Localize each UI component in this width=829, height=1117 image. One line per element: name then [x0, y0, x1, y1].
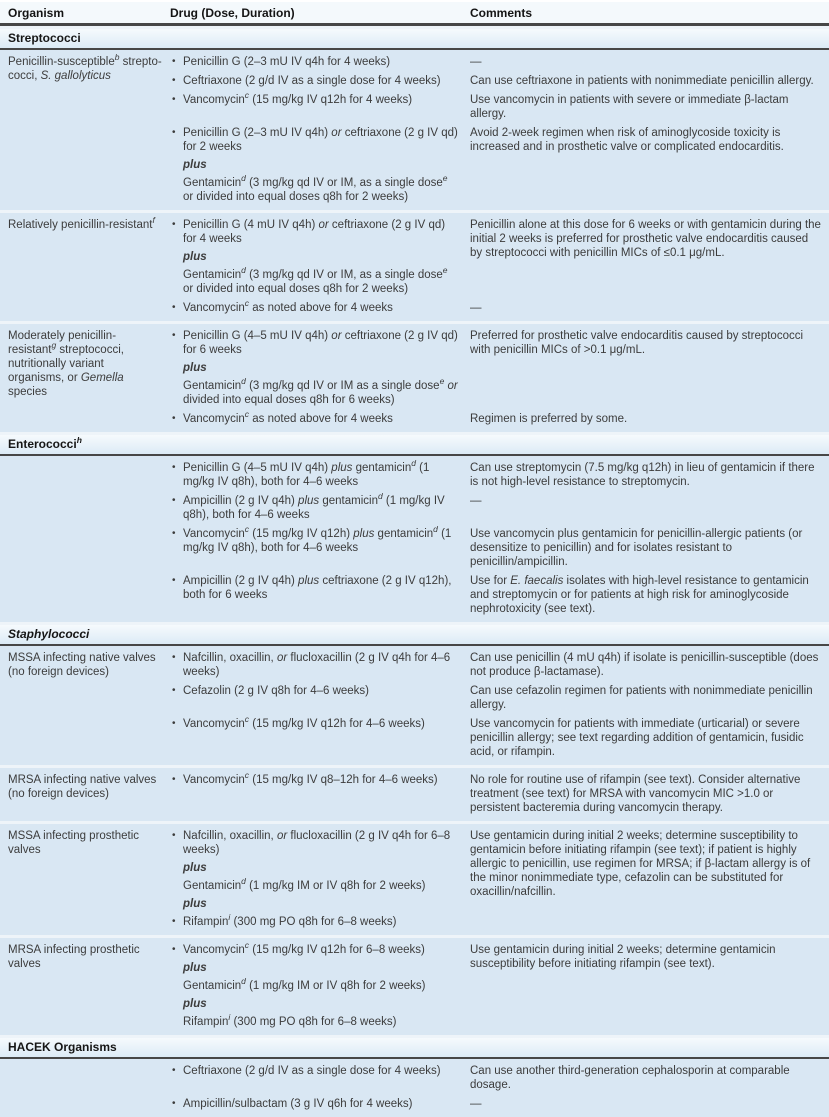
- table-row: [0, 1059, 829, 1117]
- entry-group: [170, 55, 821, 69]
- drug-stack: [170, 684, 470, 712]
- drug-cell: • Vancomycin$^c$ (15 mg/kg IV q12h for 4–6 weeks): [172, 714, 425, 730]
- footnote-superscript: i: [228, 912, 231, 923]
- entries-stack: [170, 770, 821, 820]
- section-header: Enterococci$^h$: [0, 435, 829, 456]
- bullet-icon: •: [172, 1065, 176, 1076]
- bullet-icon: •: [172, 575, 176, 586]
- comment-cell: Avoid 2-week regimen when risk of aminoglycoside toxicity is increased and in prosthetic valve or complicated endocarditis.: [470, 127, 784, 153]
- footnote-superscript: c: [244, 714, 250, 725]
- comment-cell: Can use ceftriaxone in patients with nonimmediate penicillin allergy.: [470, 75, 814, 87]
- organism-cell: Penicillin-susceptible$^b$ strepto-cocci, S. gallolyticus: [8, 52, 162, 82]
- drug-stack: [170, 74, 470, 88]
- drug-stack: [170, 55, 470, 69]
- bullet-icon: •: [172, 330, 176, 341]
- comment-cell: Use gentamicin during initial 2 weeks; determine gentamicin susceptibility before initiating rifampin (see text).: [470, 944, 776, 970]
- drug-cell: • Penicillin G (2–3 mU IV q4h for 4 weeks): [172, 56, 391, 68]
- bullet-icon: •: [172, 462, 176, 473]
- drug-stack: [170, 218, 470, 296]
- footnote-superscript: d: [411, 458, 416, 469]
- footnote-superscript: d: [241, 265, 246, 276]
- drug-cell: • Penicillin G (4–5 mU IV q4h) plus gentamicin$^d$ (1 mg/kg IV q8h), both for 4–6 weeks: [172, 458, 430, 488]
- footnote-superscript: d: [377, 491, 383, 502]
- bullet-icon: •: [172, 774, 176, 785]
- column-header-drug: Drug (Dose, Duration): [170, 6, 295, 20]
- footnote-superscript: c: [244, 770, 250, 781]
- comment-cell: Penicillin alone at this dose for 6 weeks or with gentamicin during the initial 2 weeks is preferred for prosthetic valve endocarditis caused by streptococci with penicillin MICs of ≤0.1 μg/mL.: [470, 219, 821, 259]
- drug-stack: [170, 409, 470, 426]
- footnote-superscript: d: [241, 976, 246, 987]
- comment-cell: Can use penicillin (4 mU q4h) if isolate is penicillin-susceptible (does not produce β-lactamase).: [470, 652, 819, 678]
- table-row: [0, 824, 829, 935]
- footnote-superscript: c: [244, 524, 250, 535]
- drug-cell: • Penicillin G (4–5 mU IV q4h) or ceftriaxone (2 g IV qd) for 6 weeks: [172, 330, 458, 356]
- table-header-row: [0, 0, 829, 26]
- bullet-icon: •: [172, 1098, 176, 1109]
- organism-cell: Moderately penicillin-resistant$^g$ streptococci, nutritionally variant organisms, or Gemella species: [8, 330, 124, 398]
- table-row: [0, 938, 829, 1035]
- drug-cell: • Nafcillin, oxacillin, or flucloxacillin (2 g IV q4h for 6–8 weeks): [172, 830, 451, 856]
- footnote-superscript: c: [244, 298, 250, 309]
- footnote-superscript: c: [244, 90, 250, 101]
- drug-cell: • Nafcillin, oxacillin, or flucloxacillin (2 g IV q4h for 4–6 weeks): [172, 652, 451, 678]
- drug-cell: plus: [183, 998, 207, 1010]
- drug-cell: Gentamicin$^d$ (3 mg/kg qd IV or IM, as a single dose$^e$ or divided into equal doses q8h for 2 weeks): [183, 173, 448, 203]
- drug-stack: [170, 651, 470, 679]
- organism-cell: Relatively penicillin-resistant$^f$: [8, 215, 155, 231]
- drug-cell: • Ampicillin (2 g IV q4h) plus gentamicin$^d$ (1 mg/kg IV q8h), both for 4–6 weeks: [172, 491, 445, 521]
- drug-stack: [170, 1064, 470, 1092]
- table-row: [0, 213, 829, 321]
- drug-cell: • Vancomycin$^c$ as noted above for 4 weeks: [172, 298, 393, 314]
- drug-stack: [170, 491, 470, 522]
- comment-cell: Regimen is preferred by some.: [470, 413, 628, 425]
- drug-stack: [170, 770, 470, 815]
- footnote-superscript: g: [51, 340, 57, 351]
- footnote-superscript: e: [439, 376, 445, 387]
- footnote-superscript: e: [442, 173, 448, 184]
- drug-cell: plus: [183, 862, 207, 874]
- drug-stack: [170, 90, 470, 121]
- comment-cell: —: [470, 495, 482, 507]
- drug-cell: plus: [183, 362, 207, 374]
- entries-stack: [170, 829, 821, 934]
- drug-cell: plus: [183, 962, 207, 974]
- drug-cell: Gentamicin$^d$ (3 mg/kg qd IV or IM, as a single dose$^e$ or divided into equal doses q8h for 2 weeks): [183, 265, 448, 295]
- entry-group: [170, 90, 821, 121]
- comment-cell: Use gentamicin during initial 2 weeks; determine susceptibility to gentamicin before initiating rifampin (see text); if patient is highly allergic to penicillin, use regimen for MRSA; if β-lactam allergy is of the minor nonimmediate type, cefazolin can be substituted for oxacillin/nafcillin.: [470, 830, 811, 898]
- entry-group: [170, 684, 821, 712]
- drug-stack: [170, 940, 470, 1029]
- entry-group: [170, 409, 821, 426]
- entry-group: [170, 1064, 821, 1092]
- drug-stack: [170, 298, 470, 315]
- comment-cell: —: [470, 1098, 482, 1110]
- footnote-superscript: d: [241, 173, 246, 184]
- footnote-superscript: h: [76, 435, 82, 445]
- organism-cell: [8, 461, 170, 621]
- organism-cell: MRSA infecting prosthetic valves: [8, 944, 140, 970]
- entry-group: [170, 1097, 821, 1111]
- bullet-icon: •: [172, 302, 176, 313]
- footnote-superscript: f: [152, 215, 155, 226]
- drug-cell: plus: [183, 898, 207, 910]
- bullet-icon: •: [172, 916, 176, 927]
- entry-group: [170, 651, 821, 679]
- bullet-icon: •: [172, 219, 176, 230]
- entries-stack: [170, 329, 821, 431]
- organism-cell: MSSA infecting prosthetic valves: [8, 830, 140, 856]
- drug-cell: plus: [183, 159, 207, 171]
- drug-cell: • Ceftriaxone (2 g/d IV as a single dose for 4 weeks): [172, 75, 441, 87]
- drug-cell: • Vancomycin$^c$ (15 mg/kg IV q12h for 6–8 weeks): [172, 940, 425, 956]
- bullet-icon: •: [172, 56, 176, 67]
- section-header: Staphylococci: [0, 625, 829, 646]
- entries-stack: [170, 1064, 821, 1116]
- footnote-superscript: b: [114, 52, 120, 63]
- entry-group: [170, 770, 821, 815]
- drug-cell: • Ampicillin (2 g IV q4h) plus ceftriaxone (2 g IV q12h), both for 6 weeks: [172, 575, 452, 601]
- comment-cell: Can use another third-generation cephalosporin at comparable dosage.: [470, 1065, 790, 1091]
- footnote-superscript: c: [244, 409, 250, 420]
- entry-group: [170, 458, 821, 489]
- footnote-superscript: i: [228, 1012, 231, 1023]
- drug-cell: • Cefazolin (2 g IV q8h for 4–6 weeks): [172, 685, 370, 697]
- drug-cell: Gentamicin$^d$ (3 mg/kg qd IV or IM as a single dose$^e$ or divided into equal doses q8h for 6 weeks): [183, 376, 458, 406]
- footnote-superscript: d: [241, 376, 246, 387]
- bullet-icon: •: [172, 127, 176, 138]
- drug-stack: [170, 458, 470, 489]
- drug-cell: Gentamicin$^d$ (1 mg/kg IM or IV q8h for 2 weeks): [183, 876, 426, 892]
- footnote-superscript: d: [433, 524, 438, 535]
- organism-cell: [8, 1064, 170, 1116]
- organism-cell: MSSA infecting native valves (no foreign devices): [8, 652, 156, 678]
- entry-group: [170, 74, 821, 88]
- comment-cell: Can use streptomycin (7.5 mg/kg q12h) in lieu of gentamicin if there is not high-level resistance to streptomycin.: [470, 462, 815, 488]
- drug-cell: • Penicillin G (2–3 mU IV q4h) or ceftriaxone (2 g IV qd) for 2 weeks: [172, 127, 458, 153]
- drug-cell: • Vancomycin$^c$ as noted above for 4 weeks: [172, 409, 393, 425]
- drug-cell: • Penicillin G (4 mU IV q4h) or ceftriaxone (2 g IV qd) for 4 weeks: [172, 219, 446, 245]
- drug-stack: [170, 829, 470, 929]
- drug-stack: [170, 524, 470, 569]
- drug-stack: [170, 329, 470, 407]
- drug-cell: • Ampicillin/sulbactam (3 g IV q6h for 4 weeks): [172, 1098, 413, 1110]
- drug-stack: [170, 1097, 470, 1111]
- table-row: [0, 50, 829, 210]
- bullet-icon: •: [172, 652, 176, 663]
- entry-group: [170, 491, 821, 522]
- comment-cell: —: [470, 56, 482, 68]
- bullet-icon: •: [172, 718, 176, 729]
- entries-stack: [170, 940, 821, 1034]
- entry-group: [170, 329, 821, 407]
- table-row: [0, 768, 829, 821]
- drug-stack: [170, 126, 470, 204]
- entry-group: [170, 574, 821, 616]
- drug-cell: • Vancomycin$^c$ (15 mg/kg IV q12h) plus gentamicin$^d$ (1 mg/kg IV q8h), both for 4–6 weeks: [172, 524, 452, 554]
- entry-group: [170, 218, 821, 296]
- comment-cell: Use vancomycin plus gentamicin for penicillin-allergic patients (or desensitize to penicillin) and for isolates resistant to penicillin/ampicillin.: [470, 528, 803, 568]
- comment-cell: Can use cefazolin regimen for patients with nonimmediate penicillin allergy.: [470, 685, 813, 711]
- entry-group: [170, 714, 821, 759]
- entry-group: [170, 298, 821, 315]
- entries-stack: [170, 218, 821, 320]
- bullet-icon: •: [172, 830, 176, 841]
- drug-cell: • Rifampin$^i$ (300 mg PO q8h for 6–8 weeks): [172, 912, 397, 928]
- entries-stack: [170, 458, 821, 621]
- column-header-organism: Organism: [8, 6, 65, 20]
- comment-cell: Use for E. faecalis isolates with high-level resistance to gentamicin and streptomycin or for patients at high risk for aminoglycoside nephrotoxicity (see text).: [470, 575, 809, 615]
- drug-cell: • Vancomycin$^c$ (15 mg/kg IV q8–12h for 4–6 weeks): [172, 770, 438, 786]
- drug-stack: [170, 714, 470, 759]
- comment-cell: Use vancomycin for patients with immediate (urticarial) or severe penicillin allergy; see text regarding addition of gentamicin, fusidic acid, or rifampin.: [470, 718, 804, 758]
- drug-cell: plus: [183, 251, 207, 263]
- footnote-superscript: d: [241, 876, 246, 887]
- section-header: HACEK Organisms: [0, 1038, 829, 1059]
- table-row: [0, 646, 829, 765]
- bullet-icon: •: [172, 944, 176, 955]
- entry-group: [170, 126, 821, 204]
- entry-group: [170, 829, 821, 929]
- footnote-superscript: e: [442, 265, 448, 276]
- section-header: Streptococci: [0, 29, 829, 50]
- entries-stack: [170, 55, 821, 209]
- entry-group: [170, 940, 821, 1029]
- drug-cell: • Vancomycin$^c$ (15 mg/kg IV q12h for 4 weeks): [172, 90, 413, 106]
- bullet-icon: •: [172, 94, 176, 105]
- comment-cell: —: [470, 302, 482, 314]
- table-row: [0, 456, 829, 622]
- entries-stack: [170, 651, 821, 764]
- comment-cell: No role for routine use of rifampin (see text). Consider alternative treatment (see text) for MRSA with vancomycin MIC >1.0 or persistent bacteremia during vancomycin therapy.: [470, 774, 801, 814]
- drug-cell: Rifampin$^i$ (300 mg PO q8h for 6–8 weeks): [183, 1012, 397, 1028]
- footnote-superscript: c: [244, 940, 250, 951]
- organism-cell: MRSA infecting native valves (no foreign devices): [8, 774, 157, 800]
- comment-cell: Use vancomycin in patients with severe or immediate β-lactam allergy.: [470, 94, 789, 120]
- table-body: [0, 29, 829, 1117]
- bullet-icon: •: [172, 413, 176, 424]
- bullet-icon: •: [172, 528, 176, 539]
- drug-cell: Gentamicin$^d$ (1 mg/kg IM or IV q8h for 2 weeks): [183, 976, 426, 992]
- drug-cell: • Ceftriaxone (2 g/d IV as a single dose for 4 weeks): [172, 1065, 441, 1077]
- bullet-icon: •: [172, 495, 176, 506]
- comment-cell: Preferred for prosthetic valve endocarditis caused by streptococci with penicillin MICs of >0.1 μg/mL.: [470, 330, 804, 356]
- table-row: [0, 324, 829, 432]
- bullet-icon: •: [172, 75, 176, 86]
- column-header-comments: Comments: [470, 6, 533, 20]
- entry-group: [170, 524, 821, 569]
- bullet-icon: •: [172, 685, 176, 696]
- drug-stack: [170, 574, 470, 616]
